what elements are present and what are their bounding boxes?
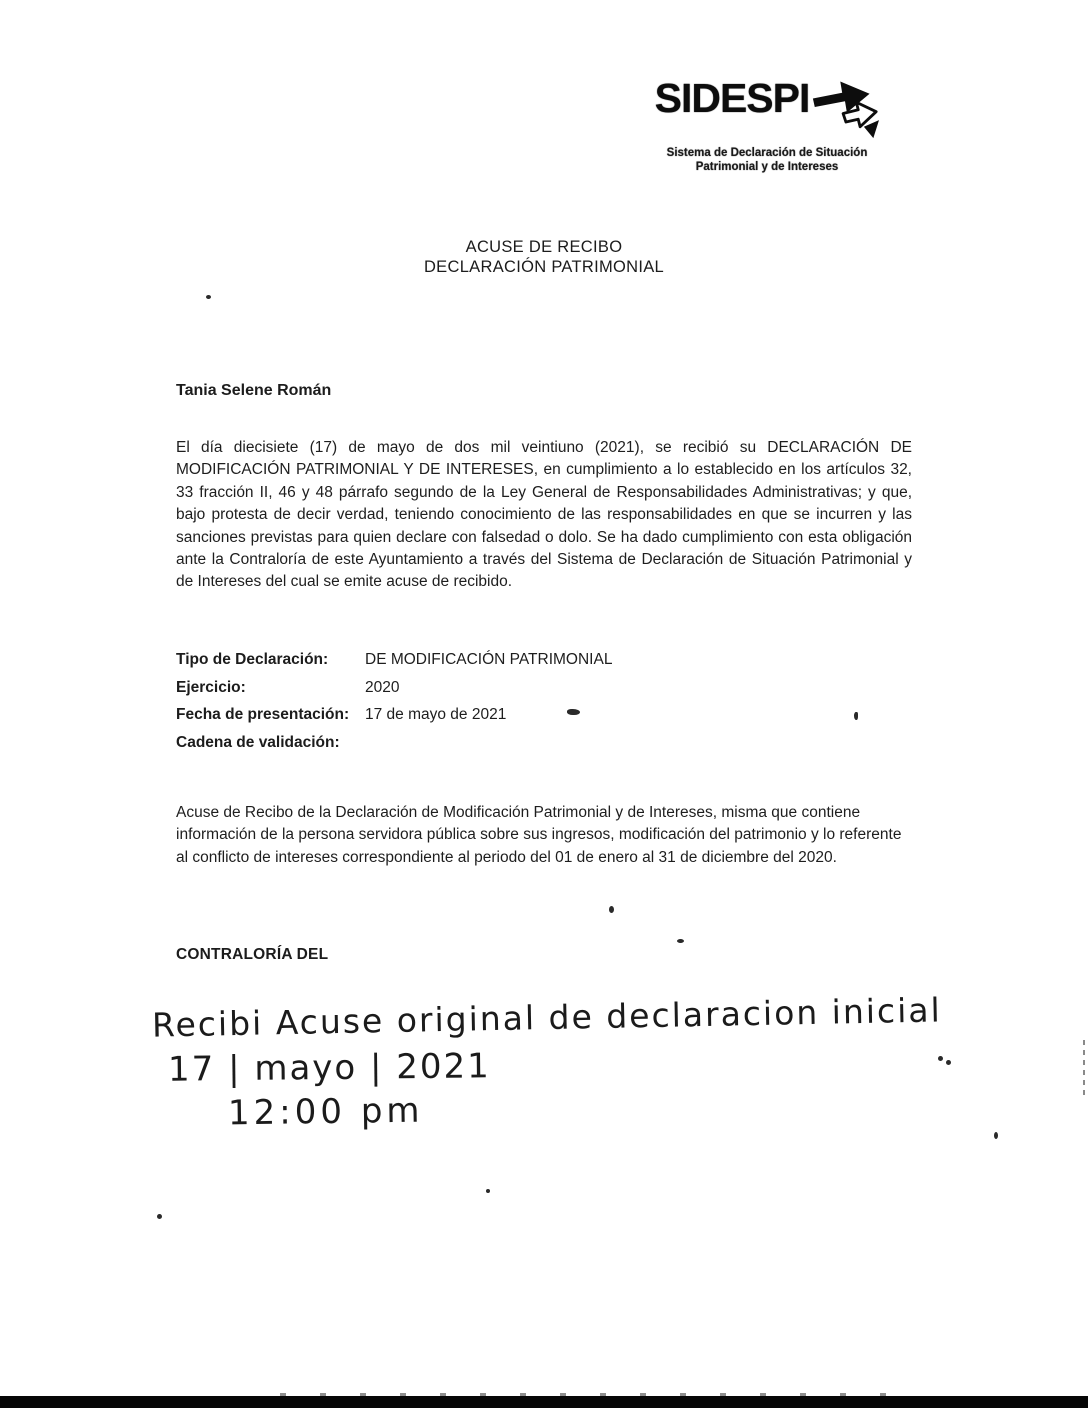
field-fecha-presentacion [176, 701, 796, 729]
logo-tagline-line1: Sistema de Declaración de Situación [666, 147, 868, 159]
field-label: Ejercicio: [176, 678, 246, 696]
sidespi-logo [654, 68, 876, 174]
scan-speck [486, 1189, 490, 1193]
field-label: Cadena de validación: [176, 733, 340, 751]
document-title [0, 237, 1088, 277]
scan-speck [854, 712, 858, 720]
field-label: Fecha de presentación: [176, 706, 350, 724]
handwriting-line2: 17 | mayo | 2021 [167, 1046, 492, 1090]
field-label: Tipo de Declaración: [176, 651, 329, 668]
logo-tagline-line2: Patrimonial y de Intereses [695, 161, 839, 173]
scan-speck [567, 709, 580, 715]
scan-speck [938, 1056, 943, 1061]
field-cadena-validacion [176, 729, 796, 757]
document-title-line2: DECLARACIÓN PATRIMONIAL [423, 258, 665, 276]
signature-heading: CONTRALORÍA DEL [176, 946, 329, 963]
field-value: DE MODIFICACIÓN PATRIMONIAL [365, 651, 613, 668]
field-value: 17 de mayo de 2021 [365, 706, 507, 724]
scan-speck [946, 1060, 951, 1065]
description-paragraph: Acuse de Recibo de la Declaración de Modificación Patrimonial y de Intereses, misma que contiene información de la persona servidora pública sobre sus ingresos, modificación del patrimonio y lo referente al conflicto de intereses correspondiente al periodo del 01 de enero al 31 de diciembre del 2020. [176, 804, 902, 866]
scan-speck [609, 906, 614, 913]
document-title-line1: ACUSE DE RECIBO [465, 238, 623, 256]
declaration-fields [176, 646, 796, 756]
handwriting-line3: 12:00 pm [227, 1090, 424, 1134]
handwriting-line1: Recibi Acuse original de declaracion inicial [151, 990, 943, 1045]
scan-speck [206, 295, 211, 299]
scan-speck [677, 939, 684, 943]
recipient-name: Tania Selene Román [176, 382, 332, 399]
sidespi-arrow-icon [811, 68, 879, 144]
scan-speck [157, 1214, 162, 1219]
body-paragraph: El día diecisiete (17) de mayo de dos mil veintiuno (2021), se recibió su DECLARACIÓN DE MODIFICACIÓN PATRIMONIAL Y DE INTERESES, en cumplimiento a lo establecido en los artículos 32, 33 fracción II, 46 y 48 párrafo segundo de la Ley General de Responsabilidades Administrativas; y que, bajo protesta de decir verdad, teniendo conocimiento de las responsabilidades en que se incurren y las sanciones previstas para quien declare con falsedad o dolo. Se ha dado cumplimiento con esta obligación ante la Contraloría de este Ayuntamiento a través del Sistema de Declaración de Situación Patrimonial y de Intereses del cual se emite acuse de recibido. [176, 439, 912, 591]
sidespi-logo-text: SIDESPI [654, 75, 810, 121]
field-value: 2020 [365, 678, 400, 696]
field-ejercicio [176, 674, 796, 702]
scan-edge-bar [0, 1396, 1088, 1408]
scan-edge-artifact [1083, 1040, 1085, 1096]
scan-speck [994, 1132, 998, 1139]
field-tipo-declaracion [176, 646, 796, 674]
